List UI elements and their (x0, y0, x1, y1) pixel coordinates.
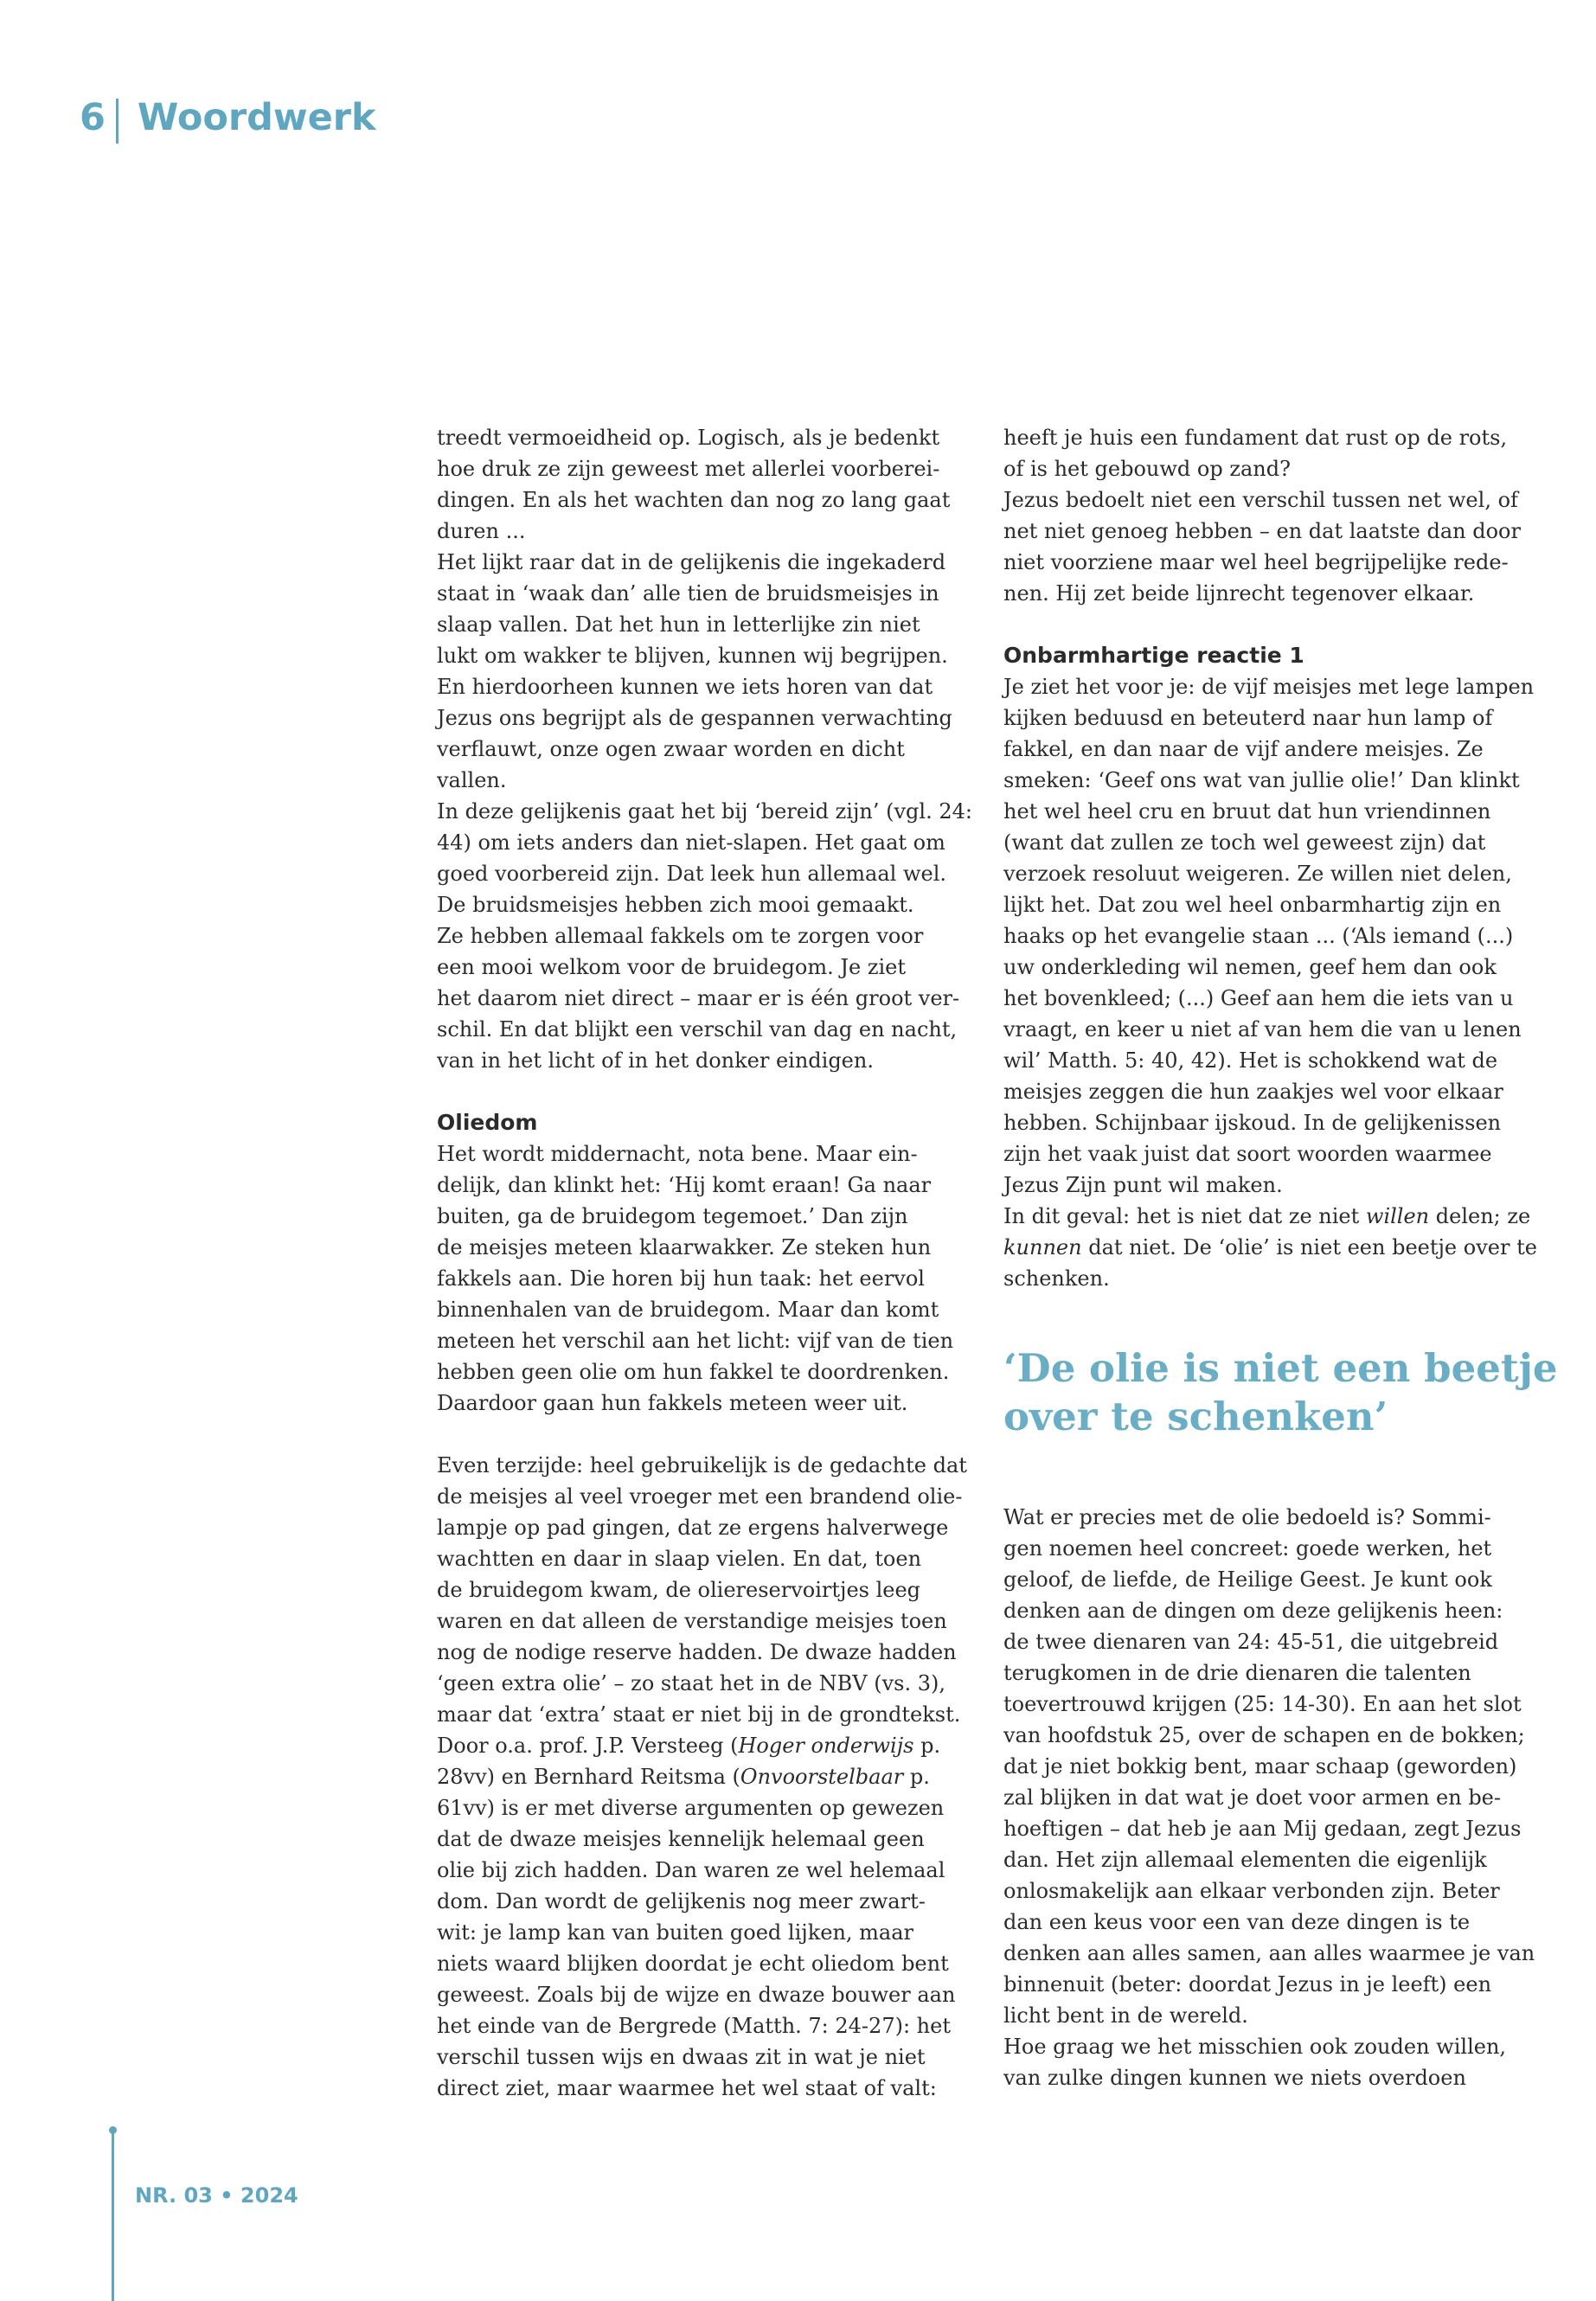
subheading-oliedom: Oliedom (437, 1110, 538, 1135)
footer-rule (112, 2132, 114, 2301)
text-line: dat je niet bokkig bent, maar schaap (geworden) (1003, 1754, 1517, 1779)
text-line: een mooi welkom voor de bruidegom. Je ziet (437, 955, 906, 979)
text-line: net niet genoeg hebben – en dat laatste dan door (1003, 519, 1521, 543)
text-line: verzoek resoluut weigeren. Ze willen niet delen, (1003, 862, 1512, 886)
text-line: dan een keus voor een van deze dingen is te (1003, 1910, 1471, 1934)
text-line: nog de nodige reserve hadden. De dwaze hadden (437, 1640, 957, 1664)
text-line: Door o.a. prof. J.P. Versteeg (Hoger onderwijs p. (437, 1734, 941, 1758)
paragraph (437, 1450, 967, 2104)
text-line: smeken: ‘Geef ons wat van jullie olie!’ Dan klinkt (1003, 768, 1520, 792)
text-line: fakkel, en dan naar de vijf andere meisjes. Ze (1003, 737, 1484, 761)
text-line: fakkels aan. Die horen bij hun taak: het eervol (437, 1266, 925, 1291)
text-line: uw onderkleding wil nemen, geef hem dan ook (1003, 955, 1497, 979)
text-line: treedt vermoeidheid op. Logisch, als je bedenkt (437, 426, 940, 450)
text-line: onlosmakelijk aan elkaar verbonden zijn. Beter (1003, 1879, 1500, 1903)
text-line: duren ... (437, 519, 526, 543)
page-header (80, 93, 376, 142)
paragraph (1003, 2031, 1540, 2093)
text-line: kunnen dat niet. De ‘olie’ is niet een beetje over te (1003, 1235, 1537, 1259)
text-line: zijn het vaak juist dat soort woorden waarmee (1003, 1142, 1492, 1166)
text-line: lampje op pad gingen, dat ze ergens halverwege (437, 1516, 949, 1540)
paragraph (1003, 484, 1540, 609)
page-number: 6 (80, 96, 106, 139)
text-line: schenken. (1003, 1266, 1110, 1291)
text-line: verflauwt, onze ogen zwaar worden en dicht (437, 737, 905, 761)
text-line: slaap vallen. Dat het hun in letterlijke zin niet (437, 612, 920, 637)
paragraph (437, 422, 956, 547)
text-line: hebben geen olie om hun fakkel te doordrenken. (437, 1360, 950, 1384)
text-line: De bruidsmeisjes hebben zich mooi gemaakt. (437, 893, 914, 917)
text-line: geloof, de liefde, de Heilige Geest. Je kunt ook (1003, 1567, 1492, 1592)
text-line: nen. Hij zet beide lijnrecht tegenover elkaar. (1003, 581, 1475, 606)
paragraph (437, 796, 972, 1076)
text-line: Het lijkt raar dat in de gelijkenis die ingekaderd (437, 550, 946, 574)
text-line: zal blijken in dat wat je doet voor armen en be- (1003, 1785, 1501, 1810)
text-line: van hoofdstuk 25, over de schapen en de bokken; (1003, 1723, 1525, 1747)
text-line: licht bent in de wereld. (1003, 2003, 1248, 2028)
text-line: delijk, dan klinkt het: ‘Hij komt eraan! Ga naar (437, 1173, 932, 1197)
text-line: vallen. (437, 768, 507, 792)
paragraph (1003, 1502, 1540, 2031)
text-line: hoe druk ze zijn geweest met allerlei voorberei- (437, 457, 940, 481)
text-line: meisjes zeggen die hun zaakjes wel voor elkaar (1003, 1080, 1503, 1104)
text-line: Hoe graag we het misschien ook zouden willen, (1003, 2035, 1507, 2059)
text-line: denken aan alles samen, aan alles waarmee je van (1003, 1941, 1535, 1965)
text-line: toevertrouwd krijgen (25: 14-30). En aan het slot (1003, 1692, 1522, 1716)
text-line: Jezus bedoelt niet een verschil tussen net wel, of (1003, 488, 1518, 512)
text-line: lukt om wakker te blijven, kunnen wij begrijpen. (437, 644, 948, 668)
text-line: vraagt, en keer u niet af van hem die van u lenen (1003, 1017, 1522, 1042)
pull-quote-line: ‘De olie is niet een beetje (1003, 1345, 1558, 1391)
text-line: gen noemen heel concreet: goede werken, het (1003, 1536, 1492, 1561)
text-line: het bovenkleed; (...) Geef aan hem die iets van u (1003, 986, 1514, 1010)
text-line: binnenuit (beter: doordat Jezus in je leeft) een (1003, 1972, 1492, 1997)
text-line: schil. En dat blijkt een verschil van dag en nacht, (437, 1017, 958, 1042)
text-line: Ze hebben allemaal fakkels om te zorgen voor (437, 924, 924, 948)
text-line: dingen. En als het wachten dan nog zo lang gaat (437, 488, 951, 512)
paragraph (1003, 1201, 1540, 1294)
paragraph (437, 547, 956, 796)
text-line: En hierdoorheen kunnen we iets horen van dat (437, 675, 933, 699)
text-line: dom. Dan wordt de gelijkenis nog meer zwart- (437, 1889, 926, 1913)
text-line: wit: je lamp kan van buiten goed lijken, maar (437, 1920, 914, 1945)
text-line: 28vv) en Bernhard Reitsma (Onvoorstelbaar p. (437, 1765, 930, 1789)
text-line: de twee dienaren van 24: 45-51, die uitgebreid (1003, 1630, 1499, 1654)
text-line: het wel heel cru en bruut dat hun vriendinnen (1003, 799, 1491, 824)
text-line: goed voorbereid zijn. Dat leek hun allemaal wel. (437, 862, 946, 886)
text-line: buiten, ga de bruidegom tegemoet.’ Dan zijn (437, 1204, 908, 1228)
text-line: verschil tussen wijs en dwaas zit in wat je niet (437, 2045, 926, 2069)
left-column (437, 422, 972, 2104)
text-line: heeft je huis een fundament dat rust op de rots, (1003, 426, 1508, 450)
text-line: kijken beduusd en beteuterd naar hun lamp of (1003, 706, 1493, 730)
paragraph (437, 1138, 956, 1419)
text-line: (want dat zullen ze toch wel geweest zijn) dat (1003, 830, 1486, 855)
text-line: maar dat ‘extra’ staat er niet bij in de grondtekst. (437, 1702, 961, 1727)
text-line: staat in ‘waak dan’ alle tien de bruidsmeisjes in (437, 581, 939, 606)
text-line: In dit geval: het is niet dat ze niet willen delen; ze (1003, 1204, 1531, 1228)
text-line: Even terzijde: heel gebruikelijk is de gedachte dat (437, 1453, 967, 1477)
paragraph (1003, 422, 1540, 484)
text-line: Het wordt middernacht, nota bene. Maar ein- (437, 1142, 918, 1166)
text-line: dat de dwaze meisjes kennelijk helemaal geen (437, 1827, 925, 1851)
subheading-onbarmhartige-reactie: Onbarmhartige reactie 1 (1003, 643, 1304, 668)
text-line: dan. Het zijn allemaal elementen die eigenlijk (1003, 1848, 1487, 1872)
text-line: olie bij zich hadden. Dan waren ze wel helemaal (437, 1858, 945, 1882)
text-line: terugkomen in de drie dienaren die talenten (1003, 1661, 1471, 1685)
text-line: direct ziet, maar waarmee het wel staat of valt: (437, 2076, 937, 2100)
text-line: niets waard blijken doordat je echt oliedom bent (437, 1952, 949, 1976)
issue-number: NR. 03 • 2024 (135, 2183, 298, 2208)
text-line: het daarom niet direct – maar er is één groot ver- (437, 986, 960, 1010)
text-line: het einde van de Bergrede (Matth. 7: 24-27): het (437, 2014, 951, 2038)
text-line: lijkt het. Dat zou wel heel onbarmhartig zijn en (1003, 893, 1502, 917)
text-line: Je ziet het voor je: de vijf meisjes met lege lampen (1003, 675, 1535, 699)
text-line: waren en dat alleen de verstandige meisjes toen (437, 1609, 947, 1633)
text-line: hoeftigen – dat heb je aan Mij gedaan, zegt Jezus (1003, 1817, 1522, 1841)
text-line: geweest. Zoals bij de wijze en dwaze bouwer aan (437, 1983, 956, 2007)
text-line: Jezus ons begrijpt als de gespannen verwachting (437, 706, 952, 730)
text-line: Daardoor gaan hun fakkels meteen weer uit. (437, 1391, 908, 1415)
text-line: 61vv) is er met diverse argumenten op gewezen (437, 1796, 945, 1820)
text-line: denken aan de dingen om deze gelijkenis heen: (1003, 1599, 1503, 1623)
text-line: binnenhalen van de bruidegom. Maar dan komt (437, 1298, 939, 1322)
text-line: hebben. Schijnbaar ijskoud. In de gelijkenissen (1003, 1111, 1502, 1135)
text-line: haaks op het evangelie staan ... (‘Als iemand (...) (1003, 924, 1514, 948)
section-title: Woordwerk (137, 96, 376, 139)
text-line: In deze gelijkenis gaat het bij ‘bereid zijn’ (vgl. 24: (437, 799, 972, 824)
text-line: van zulke dingen kunnen we niets overdoen (1003, 2066, 1466, 2090)
header-divider (116, 99, 119, 144)
text-line: of is het gebouwd op zand? (1003, 457, 1291, 481)
paragraph (1003, 671, 1540, 1201)
text-line: de bruidegom kwam, de oliereservoirtjes leeg (437, 1578, 921, 1602)
text-line: ‘geen extra olie’ – zo staat het in de NBV (vs. 3), (437, 1671, 945, 1695)
right-column (1003, 422, 1558, 2093)
text-line: wachtten en daar in slaap vielen. En dat, toen (437, 1547, 922, 1571)
text-line: 44) om iets anders dan niet-slapen. Het gaat om (437, 830, 945, 855)
pull-quote (1003, 1344, 1558, 1441)
text-line: de meisjes al veel vroeger met een brandend olie- (437, 1484, 963, 1509)
pull-quote-line: over te schenken’ (1003, 1394, 1388, 1439)
text-line: Wat er precies met de olie bedoeld is? Sommi- (1003, 1505, 1491, 1529)
text-line: Jezus Zijn punt wil maken. (1003, 1173, 1283, 1197)
text-line: de meisjes meteen klaarwakker. Ze steken hun (437, 1235, 932, 1259)
text-line: wil’ Matth. 5: 40, 42). Het is schokkend wat de (1003, 1048, 1498, 1073)
text-line: niet voorziene maar wel heel begrijpelijke rede- (1003, 550, 1509, 574)
text-line: meteen het verschil aan het licht: vijf van de tien (437, 1329, 954, 1353)
text-line: van in het licht of in het donker eindigen. (437, 1048, 874, 1073)
